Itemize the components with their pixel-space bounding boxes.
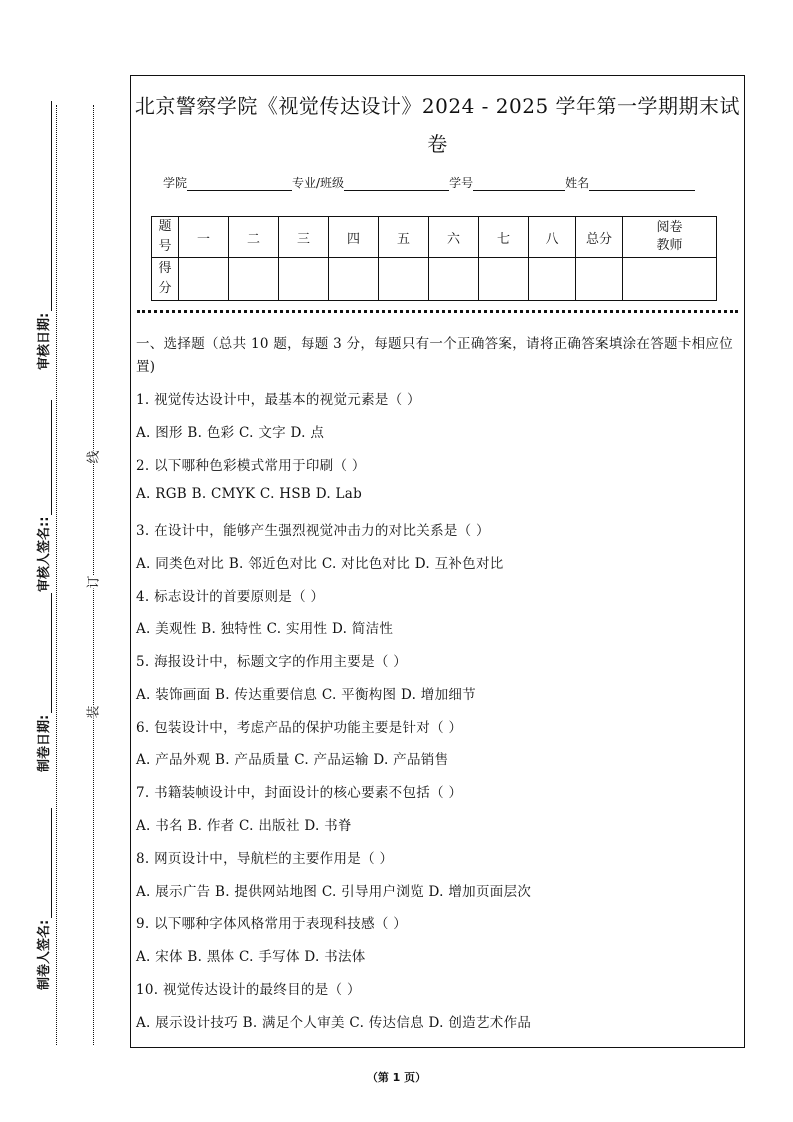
maker-sign-label: 制卷人签名: bbox=[37, 919, 52, 990]
name-field[interactable] bbox=[589, 178, 695, 191]
answer-options-5: A. 装饰画面 B. 传达重要信息 C. 平衡构图 D. 增加细节 bbox=[136, 687, 476, 703]
question-2: 2. 以下哪种色彩模式常用于印刷（ ） bbox=[136, 458, 366, 474]
answer-options-4: A. 美观性 B. 独特性 C. 实用性 D. 简洁性 bbox=[136, 621, 394, 637]
separator-dotted bbox=[137, 310, 738, 313]
student-id-label: 学号 bbox=[449, 176, 474, 190]
score-cell[interactable] bbox=[479, 258, 529, 301]
reviewer-signature-cell[interactable] bbox=[623, 258, 717, 301]
major-field[interactable] bbox=[344, 178, 449, 191]
question-5: 5. 海报设计中，标题文字的作用主要是（ ） bbox=[136, 654, 408, 670]
student-info-row bbox=[163, 174, 695, 191]
college-field[interactable] bbox=[187, 178, 292, 191]
score-cell-total[interactable] bbox=[576, 258, 623, 301]
question-3: 3. 在设计中，能够产生强烈视觉冲击力的对比关系是（ ） bbox=[136, 523, 490, 539]
question-6: 6. 包装设计中，考虑产品的保护功能主要是针对（ ） bbox=[136, 720, 463, 736]
score-cell[interactable] bbox=[179, 258, 229, 301]
question-8: 8. 网页设计中，导航栏的主要作用是（ ） bbox=[136, 851, 394, 867]
question-number-label-cell bbox=[152, 217, 179, 258]
binding-dotted-line-outer bbox=[56, 105, 57, 1045]
answer-options-8: A. 展示广告 B. 提供网站地图 C. 引导用户浏览 D. 增加页面层次 bbox=[136, 884, 532, 900]
reviewer-col-header: 阅卷教师 bbox=[656, 220, 683, 253]
college-label: 学院 bbox=[163, 176, 188, 190]
reviewer-date-label: 审核日期: bbox=[37, 312, 52, 370]
exam-title-line2: 卷 bbox=[427, 132, 448, 156]
score-cell[interactable] bbox=[279, 258, 329, 301]
page-number: （第 1 页） bbox=[366, 1071, 427, 1084]
score-label-cell bbox=[152, 258, 179, 301]
reviewer-date-field[interactable] bbox=[33, 101, 52, 370]
col-header: 一 bbox=[179, 217, 229, 258]
col-header: 二 bbox=[229, 217, 279, 258]
maker-sign-field[interactable] bbox=[33, 808, 52, 990]
question-7: 7. 书籍装帧设计中，封面设计的核心要素不包括（ ） bbox=[136, 785, 463, 801]
answer-options-1: A. 图形 B. 色彩 C. 文字 D. 点 bbox=[136, 425, 325, 441]
score-cell[interactable] bbox=[329, 258, 379, 301]
answer-options-10: A. 展示设计技巧 B. 满足个人审美 C. 传达信息 D. 创造艺术作品 bbox=[136, 1015, 532, 1031]
question-4: 4. 标志设计的首要原则是（ ） bbox=[136, 589, 325, 605]
reviewer-date-line bbox=[37, 101, 52, 311]
answer-options-3: A. 同类色对比 B. 邻近色对比 C. 对比色对比 D. 互补色对比 bbox=[136, 556, 504, 572]
name-label: 姓名 bbox=[565, 176, 590, 190]
reviewer-sign-field[interactable] bbox=[33, 400, 52, 592]
answer-options-7: A. 书名 B. 作者 C. 出版社 D. 书脊 bbox=[136, 818, 352, 834]
binding-char-zhuang: 装 bbox=[86, 705, 102, 719]
answer-options-6: A. 产品外观 B. 产品质量 C. 产品运输 D. 产品销售 bbox=[136, 752, 449, 768]
col-header: 七 bbox=[479, 217, 529, 258]
col-header: 八 bbox=[529, 217, 576, 258]
reviewer-sign-label: 审核人签名:: bbox=[37, 516, 52, 592]
major-label: 专业/班级 bbox=[292, 176, 345, 190]
binding-char-xian: 线 bbox=[86, 450, 102, 464]
student-id-field[interactable] bbox=[473, 178, 565, 191]
question-number-label: 题号 bbox=[158, 219, 172, 254]
exam-title-line1: 北京警察学院《视觉传达设计》2024 - 2025 学年第一学期期末试 bbox=[134, 94, 741, 118]
score-cell[interactable] bbox=[429, 258, 479, 301]
col-header: 五 bbox=[379, 217, 429, 258]
reviewer-sign-line bbox=[37, 400, 52, 515]
maker-date-label: 制卷日期: bbox=[37, 714, 52, 772]
score-cell[interactable] bbox=[229, 258, 279, 301]
score-cell[interactable] bbox=[529, 258, 576, 301]
col-header: 六 bbox=[429, 217, 479, 258]
question-10: 10. 视觉传达设计的最终目的是（ ） bbox=[136, 982, 361, 998]
exam-paper-frame bbox=[130, 75, 745, 1048]
score-label: 得分 bbox=[158, 261, 172, 296]
section1-instruction: 一、选择题（总共 10 题，每题 3 分，每题只有一个正确答案，请将正确答案填涂在答题卡相应位置) bbox=[136, 336, 734, 375]
col-header: 四 bbox=[329, 217, 379, 258]
maker-sign-line bbox=[37, 808, 52, 918]
question-9: 9. 以下哪种字体风格常用于表现科技感（ ） bbox=[136, 916, 408, 932]
reviewer-col-cell bbox=[623, 217, 717, 258]
question-1: 1. 视觉传达设计中，最基本的视觉元素是（ ） bbox=[136, 392, 421, 408]
score-table bbox=[151, 216, 717, 301]
col-header-total: 总分 bbox=[576, 217, 623, 258]
score-table-header-row bbox=[152, 217, 717, 258]
maker-date-field[interactable] bbox=[33, 593, 52, 772]
col-header: 三 bbox=[279, 217, 329, 258]
binding-char-ding: 订 bbox=[86, 575, 102, 589]
score-cell[interactable] bbox=[379, 258, 429, 301]
maker-date-line bbox=[37, 593, 52, 713]
answer-options-2: A. RGB B. CMYK C. HSB D. Lab bbox=[136, 486, 363, 502]
score-table-score-row bbox=[152, 258, 717, 301]
answer-options-9: A. 宋体 B. 黑体 C. 手写体 D. 书法体 bbox=[136, 949, 366, 965]
